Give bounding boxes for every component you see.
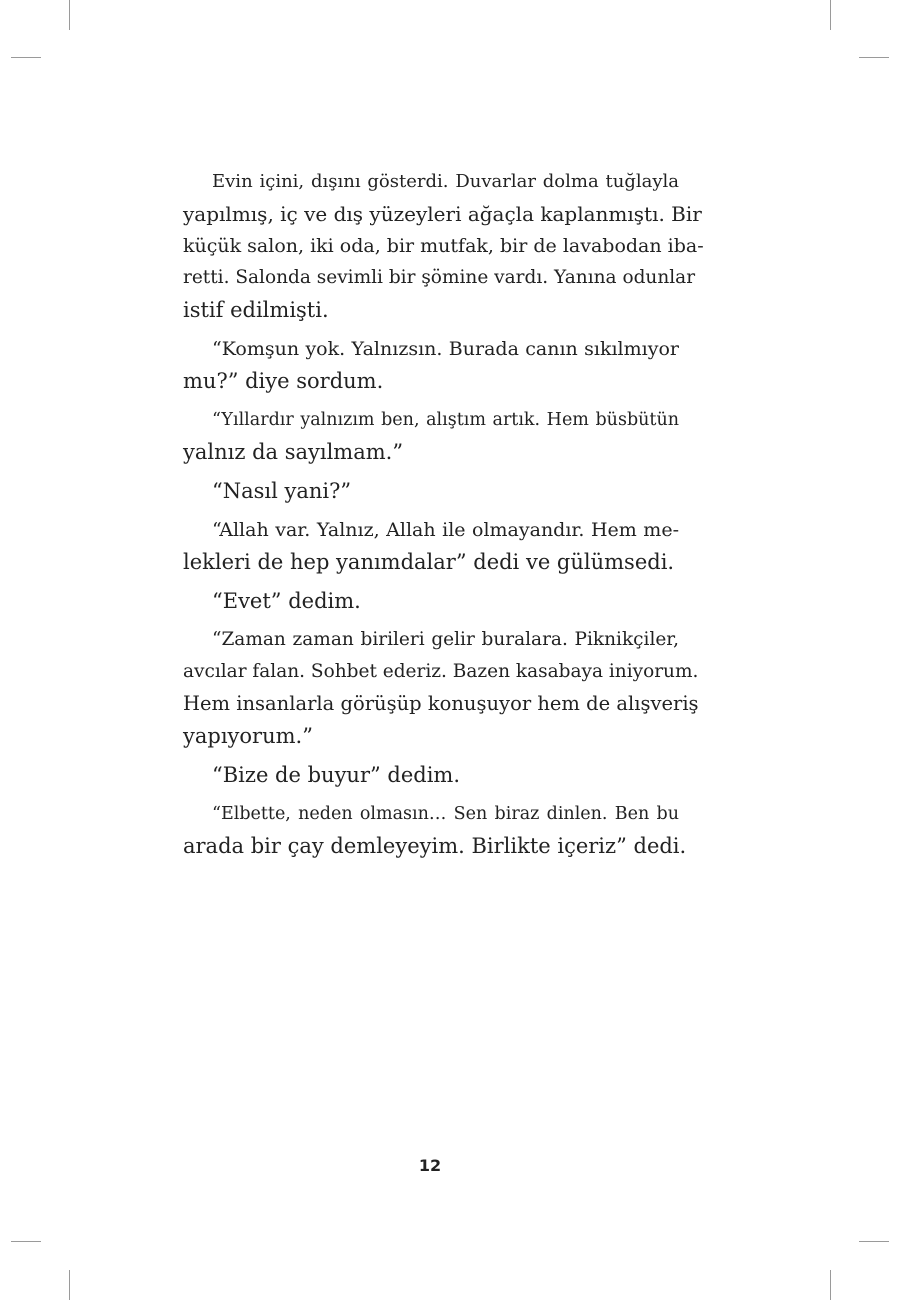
text-line: yapılmış, iç ve dış yüzeyleri ağaçla kaplanmıştı. Bir [183, 202, 702, 226]
paragraph [183, 166, 704, 326]
text-line: “Zaman zaman birileri gelir buralara. Piknikçiler, [212, 629, 679, 650]
paragraph [183, 514, 679, 578]
crop-mark-top-left-vertical [69, 0, 70, 30]
text-line: yapıyorum.” [183, 724, 313, 748]
text-line: “Evet” dedim. [212, 589, 361, 613]
crop-mark-top-left-horizontal [11, 57, 41, 58]
crop-mark-bottom-left-vertical [69, 1270, 70, 1300]
paragraph [183, 404, 679, 468]
text-line: “Allah var. Yalnız, Allah ile olmayandır. Hem me- [212, 519, 679, 541]
crop-mark-top-right-horizontal [859, 57, 889, 58]
text-line: “Komşun yok. Yalnızsın. Burada canın sıkılmıyor [212, 338, 679, 360]
paragraph [183, 333, 679, 397]
text-line: lekleri de hep yanımdalar” dedi ve gülümsedi. [183, 550, 675, 574]
body-text [183, 166, 704, 869]
paragraph [183, 585, 679, 617]
text-line: “Elbette, neden olmasın… Sen biraz dinlen. Ben bu [212, 804, 679, 824]
text-line: istif edilmişti. [183, 298, 329, 322]
paragraph [183, 475, 679, 507]
text-line: mu?” diye sordum. [183, 369, 384, 393]
text-line: küçük salon, iki oda, bir mutfak, bir de lavabodan iba- [183, 235, 704, 257]
paragraph [183, 798, 687, 862]
text-line: yalnız da sayılmam.” [183, 440, 404, 464]
text-line: Evin içini, dışını gösterdi. Duvarlar dolma tuğlayla [212, 171, 679, 192]
text-line: arada bir çay demleyeyim. Birlikte içeriz” dedi. [183, 834, 687, 858]
paragraph [183, 759, 679, 791]
text-line: avcılar falan. Sohbet ederiz. Bazen kasabaya iniyorum. [183, 661, 699, 682]
page-number: 12 [418, 1156, 442, 1175]
crop-mark-bottom-right-horizontal [859, 1241, 889, 1242]
paragraph [183, 624, 699, 752]
crop-mark-bottom-left-horizontal [11, 1241, 41, 1242]
text-line: Hem insanlarla görüşüp konuşuyor hem de alışveriş [183, 692, 699, 715]
crop-mark-bottom-right-vertical [830, 1270, 831, 1300]
text-line: “Yıllardır yalnızım ben, alıştım artık. Hem büsbütün [212, 410, 679, 430]
text-line: retti. Salonda sevimli bir şömine vardı. Yanına odunlar [183, 267, 696, 288]
text-line: “Bize de buyur” dedim. [212, 763, 461, 787]
crop-mark-top-right-vertical [830, 0, 831, 30]
text-line: “Nasıl yani?” [212, 479, 352, 503]
